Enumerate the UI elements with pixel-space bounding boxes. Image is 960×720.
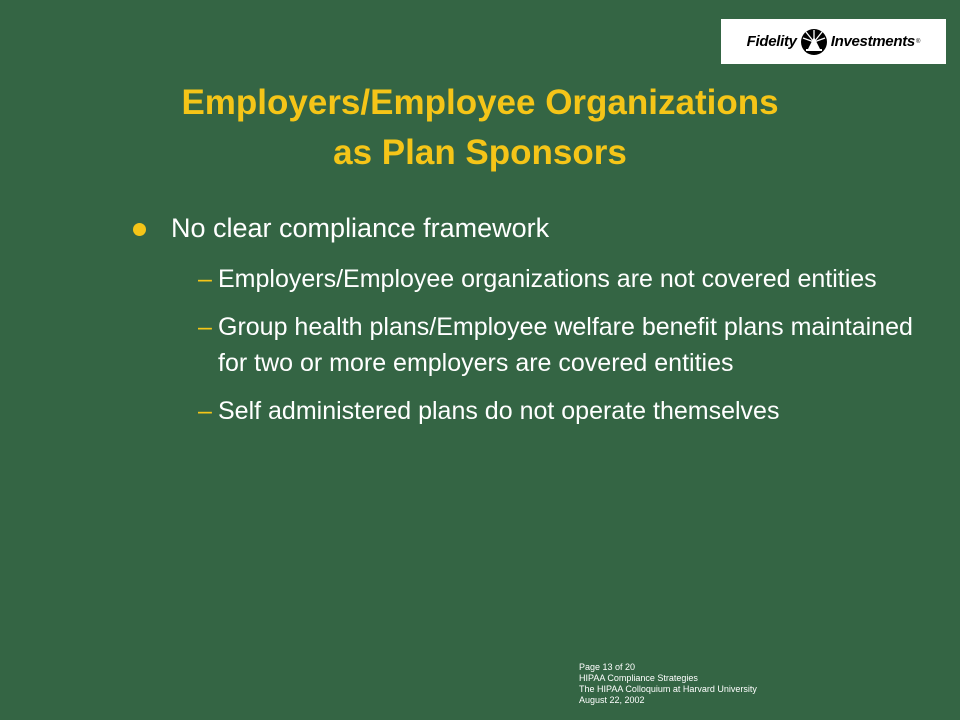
dash-icon: – [198,265,212,293]
sub-bullet [198,261,925,297]
footer-date: August 22, 2002 [579,695,645,705]
fidelity-logo [721,19,946,64]
footer-line: The HIPAA Colloquium at Harvard University [579,684,757,694]
sub-bullet [198,309,925,381]
slide-title [60,78,900,178]
dash-icon: – [198,397,212,425]
slide-body [125,210,925,441]
logo-word-left: Fidelity [746,33,797,50]
logo-word-right: Investments [830,33,915,50]
title-line-1: Employers/Employee Organizations [181,83,779,122]
title-line-2: as Plan Sponsors [333,133,627,172]
registered-mark: ® [915,38,921,45]
sub-bullet-text: Group health plans/Employee welfare benefit plans maintained for two or more employers are covered entities [218,313,913,377]
sub-bullet-text: Self administered plans do not operate themselves [218,397,780,425]
main-bullet-text: No clear compliance framework [171,213,550,243]
bullet-dot-icon [133,223,146,236]
footer-line: HIPAA Compliance Strategies [579,673,698,683]
sub-bullet [198,393,925,429]
fidelity-pyramid-icon [800,25,828,59]
footer-page-number: Page 13 of 20 [579,662,636,672]
dash-icon: – [198,313,212,341]
sub-bullet-text: Employers/Employee organizations are not covered entities [218,265,877,293]
main-bullet [125,210,925,247]
slide-footer [579,662,757,706]
